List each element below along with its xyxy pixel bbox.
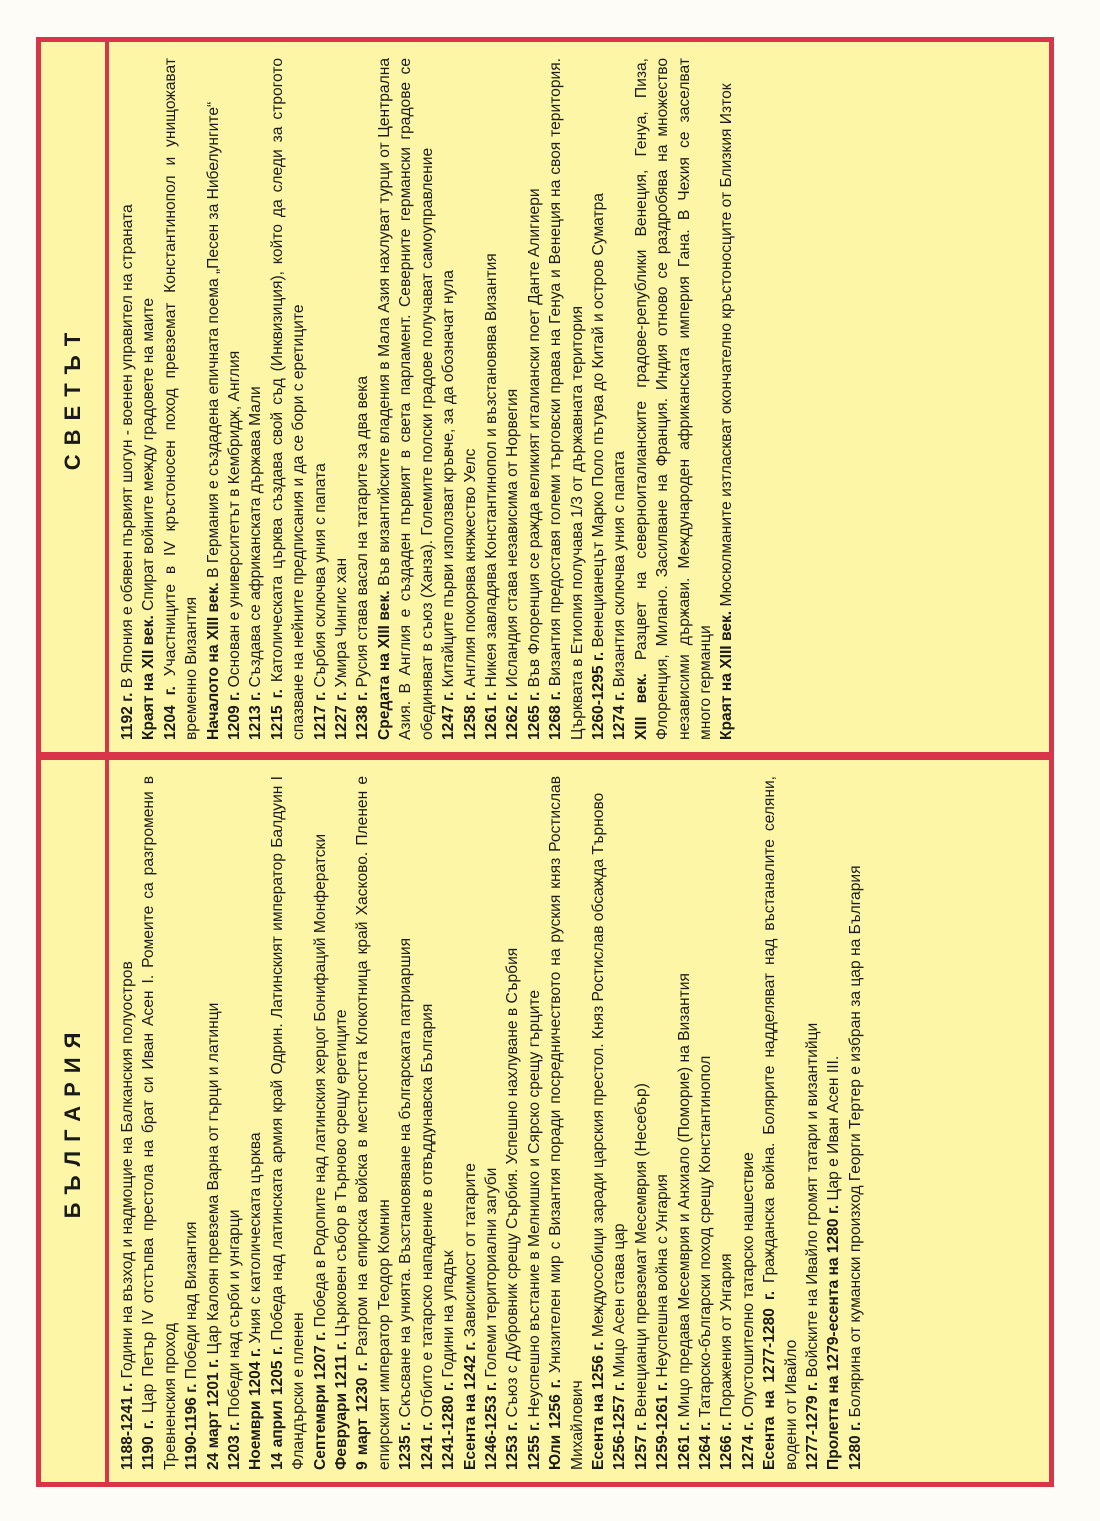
entry-text: Умира Чингис хан xyxy=(333,557,351,692)
entry-text: Исландия става независима от Норвегия xyxy=(504,388,522,692)
entry-text: Мицо Асен става цар xyxy=(611,1223,629,1382)
timeline-entry xyxy=(203,58,224,740)
timeline-entry xyxy=(845,776,866,1470)
entry-text: Унизителен мир с Византия поради посредничеството на руския княз Ростислав Михайлович xyxy=(547,776,586,1470)
timeline-entry xyxy=(117,58,138,740)
entry-date: 1238 г. xyxy=(354,691,372,740)
timeline-entry xyxy=(117,776,138,1470)
timeline-entry xyxy=(524,58,545,740)
column-divider xyxy=(41,752,1049,760)
timeline-entry xyxy=(460,58,481,740)
entry-text: Сърбия сключва уния с папата xyxy=(311,463,329,692)
timeline-entry xyxy=(759,776,802,1470)
entry-date: 1241 г. xyxy=(418,1421,436,1470)
entry-date: Краят на XIII век. xyxy=(718,610,736,740)
entry-text: Спират войните между градовете на маите xyxy=(140,297,158,616)
entry-text: Отбито е татарско нападение в отвъддунавска България xyxy=(418,1003,436,1422)
entry-text: Във византийските владения в Мала Азия нахлуват турци от Централна Азия. В Англия е създаден първият в света парламент. Северните германски градове се обединяват в съюз (Ханза). Големите полски градове получават самоуправление xyxy=(375,58,436,740)
entry-date: 1262 г. xyxy=(504,691,522,740)
entry-text: Мюсюлманите изтласкват окончателно кръстоносците от Близкия Изток xyxy=(718,83,736,611)
entry-date: 1253 г. xyxy=(504,1421,522,1470)
entry-text: Русия става васал на татарите за два века xyxy=(354,375,372,692)
entry-date: Есента на 1242 г. xyxy=(461,1341,479,1470)
entry-date: 1246-1253 г. xyxy=(482,1381,500,1470)
timeline-entry xyxy=(823,776,844,1470)
entry-date: 1274 г. xyxy=(611,691,629,740)
entry-date: Есента на 1256 г. xyxy=(589,1341,607,1470)
entry-date: 1213 г. xyxy=(247,691,265,740)
header-bulgaria: БЪЛГАРИЯ xyxy=(41,760,109,1482)
entry-text: Венецианци превземат Месемврия (Несебър) xyxy=(632,1083,650,1422)
entry-date: 1209 г. xyxy=(226,691,244,740)
timeline-entry xyxy=(138,776,181,1470)
entry-text: Опустошително татарско нашествие xyxy=(739,1152,757,1422)
entry-date: 14 април 1205 г. xyxy=(268,1345,286,1470)
timeline-entry xyxy=(160,58,203,740)
entry-date: 1265 г. xyxy=(525,691,543,740)
entry-date: 1260-1295 г. xyxy=(589,651,607,740)
entry-text: Татарско-български поход срещу Константинопол xyxy=(696,1055,714,1422)
entry-text: Зависимост от татарите xyxy=(461,1163,479,1342)
entry-date: Краят на XII век. xyxy=(140,615,158,740)
entry-text: Цар Петър IV отстъпва престола на брат си Иван Асен I. Ромеите са разгромени в Тревненския проход xyxy=(140,776,179,1470)
entry-text: Китайците първи използват кръвче, за да обозначат нула xyxy=(440,270,458,692)
timeline-entry xyxy=(652,776,673,1470)
timeline-entry xyxy=(716,58,737,740)
entry-text: Разгром на епирска войска в местността Клокотница край Хасково. Пленен е епирският император Теодор Комнин xyxy=(354,776,393,1470)
entry-text: Основан е университетът в Кембридж, Англия xyxy=(226,350,244,692)
header-world: СВЕТЪТ xyxy=(41,42,109,752)
entry-text: В Германия е създадена епичната поема „Песен за Нибелунгите“ xyxy=(204,101,222,583)
entry-date: 1241-1280 г. xyxy=(440,1381,458,1470)
entry-text: Поражения от Унгария xyxy=(718,1253,736,1422)
timeline-entry xyxy=(224,58,245,740)
entry-text: Мицо предава Месемврия и Анхиало (Поморие) на Византия xyxy=(675,973,693,1422)
entry-date: 1235 г. xyxy=(397,1421,415,1470)
entry-date: 1259-1261 г. xyxy=(654,1381,672,1470)
timeline-entry xyxy=(481,776,502,1470)
timeline-entry xyxy=(374,58,438,740)
entry-text: Големи териториални загуби xyxy=(482,1167,500,1382)
entry-date: Февруари 1211 г. xyxy=(333,1341,351,1470)
entry-date: 1190 г. xyxy=(140,1419,158,1470)
timeline-entry xyxy=(352,776,395,1470)
entry-date: 1255 г. xyxy=(525,1421,543,1470)
timeline-entry xyxy=(331,776,352,1470)
entry-text: Скъсване на унията. Възстановяване на българската патриаршия xyxy=(397,937,415,1422)
timeline-entry xyxy=(674,776,695,1470)
entry-text: В Япония е обявен първият шогун - военен управител на страната xyxy=(119,204,136,693)
column-bulgaria xyxy=(41,760,1049,1482)
entry-date: 1261 г. xyxy=(675,1421,693,1470)
list-world xyxy=(111,42,1049,752)
entry-text: Съюз с Дубровник срещу Сърбия. Успешно нахлуване в Сърбия xyxy=(504,947,522,1422)
timeline-entry xyxy=(417,776,438,1470)
entry-text: Уния с католическата църква xyxy=(247,1132,265,1348)
timeline-entry xyxy=(245,776,266,1470)
timeline-entry xyxy=(502,776,523,1470)
timeline-entry xyxy=(524,776,545,1470)
entry-date: 1277-1279 г. xyxy=(804,1381,821,1470)
entry-date: Пролетта на 1279-есента на 1280 г. xyxy=(825,1204,843,1470)
entry-date: 1247 г. xyxy=(440,691,458,740)
entry-date: 1258 г. xyxy=(461,691,479,740)
entry-text: Цар Калоян превзема Варна от гърци и латинци xyxy=(204,1002,222,1359)
timeline-entry xyxy=(224,776,245,1470)
timeline-entry xyxy=(267,776,310,1470)
entry-date: 1217 г. xyxy=(311,691,329,740)
entry-date: Ноември 1204 г. xyxy=(247,1347,265,1470)
timeline-entry xyxy=(395,776,416,1470)
list-bulgaria xyxy=(111,760,1049,1482)
entry-date: 1264 г. xyxy=(696,1421,714,1470)
entry-text: Разцвет на северноиталианските градове-републики Венеция, Генуа, Пиза, Флоренция, Милано. Засилване на Франция. Индия отново се раздробява на множество независими държави. Международен африканската империя Гана. В Чехия се заселват много германци xyxy=(632,57,714,740)
timeline-sheet xyxy=(36,37,1054,1487)
entry-text: Участниците в IV кръстоносен поход превземат Константинопол и унищожават временно Византия xyxy=(161,58,201,740)
entry-date: Юли 1256 г. xyxy=(547,1379,565,1470)
entry-text: Католическата църква създава свой съд (Инквизиция), който да следи за строгото спазване на нейните предписания и да се бори с еретиците xyxy=(268,58,308,740)
entry-date: 1192 г. xyxy=(119,692,136,740)
entry-date: 1204 г. xyxy=(161,686,179,740)
entry-date: Началото на XIII век. xyxy=(204,582,222,740)
timeline-entry xyxy=(545,776,588,1470)
entry-text: Гражданска война. Болярите надделяват над въстаналите селяни, водени от Ивайло xyxy=(761,776,800,1470)
entry-date: 1227 г. xyxy=(333,691,351,740)
timeline-entry xyxy=(631,58,717,740)
entry-date: 1274 г. xyxy=(739,1421,757,1470)
entry-text: Междуособици заради царския престол. Княз Ростислав обсажда Търново xyxy=(589,792,607,1342)
entry-text: Създава се африканската държава Мали xyxy=(247,386,265,692)
rotated-table xyxy=(41,42,1049,1482)
timeline-entry xyxy=(331,58,352,740)
entry-text: Неуспешна война с Унгария xyxy=(654,1174,672,1382)
timeline-entry xyxy=(203,776,224,1470)
timeline-entry xyxy=(267,58,310,740)
timeline-entry xyxy=(631,776,652,1470)
timeline-entry xyxy=(481,58,502,740)
entry-date: Септември 1207 г. xyxy=(311,1331,329,1470)
entry-date: 1215 г. xyxy=(268,689,286,740)
timeline-entry xyxy=(695,776,716,1470)
entry-text: Византия сключва уния с папата xyxy=(611,451,629,692)
timeline-entry xyxy=(438,776,459,1470)
timeline-entry xyxy=(609,776,630,1470)
timeline-entry xyxy=(138,58,159,740)
entry-date: 1257 г. xyxy=(632,1421,650,1470)
timeline-entry xyxy=(310,776,331,1470)
entry-date: 1268 г. xyxy=(547,691,565,740)
timeline-entry xyxy=(588,58,609,740)
entry-text: Във Флоренция се ражда великият италиански поет Данте Алигиери xyxy=(525,188,543,692)
entry-text: Победа над латинската армия край Одрин. Латинският император Балдуин I Фландърски е пленен xyxy=(268,776,308,1470)
timeline-entry xyxy=(310,58,331,740)
entry-date: 1190-1196 г. xyxy=(183,1383,201,1470)
entry-date: 1256-1257 г. xyxy=(611,1381,629,1470)
timeline-entry xyxy=(802,776,823,1470)
entry-text: Години на възход и надмощие на Балканския полуостров xyxy=(119,961,136,1383)
entry-date: Средата на XIII век. xyxy=(375,590,393,740)
timeline-entry xyxy=(502,58,523,740)
entry-date: Есента на 1277-1280 г. xyxy=(761,1290,779,1470)
entry-date: 1203 г. xyxy=(226,1421,244,1470)
entry-date: 1280 г. xyxy=(846,1421,864,1470)
timeline-entry xyxy=(438,58,459,740)
timeline-entry xyxy=(588,776,609,1470)
entry-date: 1266 г. xyxy=(718,1421,736,1470)
entry-text: Цар е Иван Асен III. xyxy=(825,1055,843,1205)
entry-date: 1188-1241 г. xyxy=(119,1382,136,1470)
entry-date: XIII век. xyxy=(632,673,650,740)
timeline-entry xyxy=(738,776,759,1470)
timeline-entry xyxy=(545,58,588,740)
entry-text: Неуспешно въстание в Мелнишко и Сярско срещу гърците xyxy=(525,989,543,1422)
timeline-entry xyxy=(609,58,630,740)
column-world xyxy=(41,42,1049,752)
timeline-entry xyxy=(352,58,373,740)
entry-date: 24 март 1201 г. xyxy=(204,1358,222,1470)
entry-date: 9 март 1230 г. xyxy=(354,1362,372,1470)
entry-text: Години на упадък xyxy=(440,1250,458,1382)
entry-text: Венецианецът Марко Поло пътува до Китай и остров Суматра xyxy=(589,193,607,652)
timeline-entry xyxy=(460,776,481,1470)
entry-text: Църковен събор в Търново срещу еретиците xyxy=(333,1009,351,1342)
entry-text: Англия покорява княжество Уелс xyxy=(461,448,479,692)
entry-text: Победи над Византия xyxy=(183,1221,201,1384)
entry-text: Войските на Ивайло громят татари и византийци xyxy=(804,1022,821,1382)
entry-text: Болярина от кумански произход Георги Тертер е избран за цар на България xyxy=(846,865,864,1422)
entry-text: Победа в Родопите над латинския херцог Бонифаций Монфератски xyxy=(311,833,329,1332)
timeline-entry xyxy=(716,776,737,1470)
entry-date: 1261 г. xyxy=(482,691,500,740)
entry-text: Никея завладява Константинопол и възстановява Византия xyxy=(482,253,500,692)
timeline-entry xyxy=(181,776,202,1470)
entry-text: Победи над сърби и унгарци xyxy=(226,1209,244,1422)
entry-text: Византия предоставя големи търговски права на Генуа и Венеция на своя територия. Църквата в Етиопия получава 1/3 от държавната територия xyxy=(547,58,586,740)
timeline-entry xyxy=(245,58,266,740)
